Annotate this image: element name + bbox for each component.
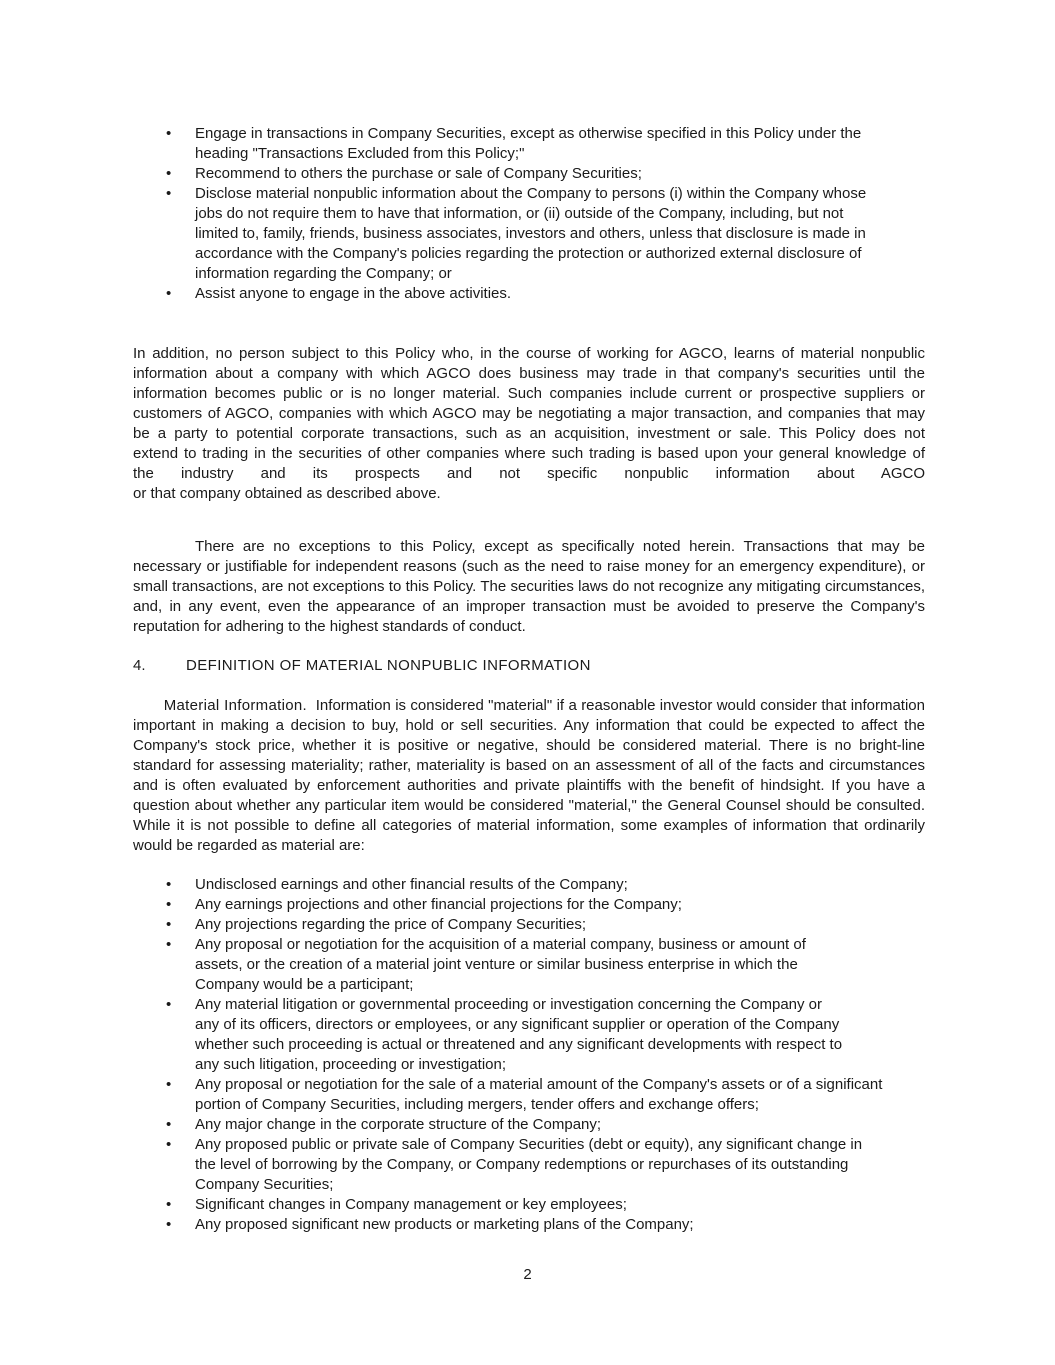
bullet-icon: •: [166, 1076, 172, 1093]
list-item-line: Any proposal or negotiation for the sale of a material amount of the Company's assets or of a significant: [195, 1076, 883, 1093]
bullet-icon: •: [166, 185, 172, 202]
bullet-icon: •: [166, 996, 172, 1013]
list-item: [133, 124, 925, 164]
list-item: [133, 895, 925, 915]
list-item: [133, 1195, 925, 1215]
list-item-line: Company Securities;: [195, 1176, 334, 1193]
list-item-line: whether such proceeding is actual or threatened and any significant developments with respect to: [195, 1036, 843, 1053]
list-item: [133, 915, 925, 935]
list-item-line: Engage in transactions in Company Securities, except as otherwise specified in this Policy under the: [195, 125, 862, 142]
list-item: [133, 995, 925, 1075]
runin-heading: Material Information.: [163, 697, 307, 714]
paragraph-line: the industry and its prospects and not specific nonpublic information about AGCO: [133, 465, 925, 482]
list-item-line: accordance with the Company's policies regarding the protection or authorized external disclosure of: [195, 245, 862, 262]
list-item: [133, 875, 925, 895]
list-item-line: Any proposed significant new products or marketing plans of the Company;: [195, 1216, 694, 1233]
list-item: [133, 935, 925, 995]
list-item-line: Any major change in the corporate structure of the Company;: [195, 1116, 602, 1133]
list-item-line: Significant changes in Company management or key employees;: [195, 1196, 627, 1213]
list-item-line: Any proposal or negotiation for the acquisition of a material company, business or amount of: [195, 936, 806, 953]
list-item-line: any of its officers, directors or employees, or any significant supplier or operation of the Company: [195, 1016, 840, 1033]
paragraph-other-companies: [133, 344, 925, 504]
bullet-icon: •: [166, 896, 172, 913]
section-heading: [133, 656, 925, 676]
list-item-line: Any material litigation or governmental proceeding or investigation concerning the Company or: [195, 996, 823, 1013]
bullet-icon: •: [166, 125, 172, 142]
section-number: 4.: [133, 657, 146, 674]
list-item: [133, 164, 925, 184]
list-item-line: Any projections regarding the price of Company Securities;: [195, 916, 587, 933]
bullet-icon: •: [166, 916, 172, 933]
list-item-line: Disclose material nonpublic information about the Company to persons (i) within the Company whose: [195, 185, 867, 202]
list-item: [133, 1135, 925, 1195]
list-item-line: portion of Company Securities, including mergers, tender offers and exchange offers;: [195, 1096, 759, 1113]
paragraph-text: Information is considered "material" if a reasonable investor would consider that information important in making a decision to buy, hold or sell securities. Any information that could be expected to affect the Company's stock price, whether it is positive or negative, should be considered material. There is no bright-line standard for assessing materiality; rather, materiality is based on an assessment of all of the facts and circumstances and is often evaluated by enforcement authorities and private plaintiffs with the benefit of hindsight. If you have a question about whether any particular item would be considered "material," the General Counsel should be consulted. While it is not possible to define all categories of material information, some examples of information that ordinarily would be regarded as material are:: [133, 697, 925, 854]
list-item: [133, 1115, 925, 1135]
bullet-icon: •: [166, 876, 172, 893]
paragraph-no-exceptions: There are no exceptions to this Policy, except as specifically noted herein. Transactions that may be necessary or justifiable for independent reasons (such as the need to raise money for an emergency expenditure), or small transactions, are not exceptions to this Policy. The securities laws do not recognize any mitigating circumstances, and, in any event, even the appearance of an improper transaction must be avoided to preserve the Company's reputation for adhering to the highest standards of conduct.: [133, 538, 925, 635]
list-item-line: heading "Transactions Excluded from this Policy;": [195, 145, 525, 162]
list-item: [133, 184, 925, 284]
list-item-line: Any earnings projections and other financial projections for the Company;: [195, 896, 682, 913]
bullet-icon: •: [166, 936, 172, 953]
paragraph-line: In addition, no person subject to this Policy who, in the course of working for AGCO, learns of material nonpublic: [133, 345, 925, 362]
paragraph-line: extend to trading in the securities of other companies where such trading is based upon your general knowledge of: [133, 445, 925, 462]
prohibited-activities-list: [133, 124, 925, 304]
list-item-line: the level of borrowing by the Company, or Company redemptions or repurchases of its outstanding: [195, 1156, 849, 1173]
bullet-icon: •: [166, 165, 172, 182]
paragraph-line: be a party to potential corporate transactions, such as an acquisition, investment or sale. This Policy does not: [133, 425, 925, 442]
bullet-icon: •: [166, 1136, 172, 1153]
list-item-line: assets, or the creation of a material joint venture or similar business enterprise in which the: [195, 956, 798, 973]
list-item-line: Company would be a participant;: [195, 976, 414, 993]
list-item-line: Assist anyone to engage in the above activities.: [195, 285, 512, 302]
bullet-icon: •: [166, 1196, 172, 1213]
list-item: [133, 1215, 925, 1235]
paragraph-line: information about a company with which AGCO does business may trade in that company's securities until the: [133, 365, 925, 382]
bullet-icon: •: [166, 285, 172, 302]
list-item-line: limited to, family, friends, business associates, investors and others, unless that disclosure is made in: [195, 225, 866, 242]
list-item-line: Undisclosed earnings and other financial results of the Company;: [195, 876, 628, 893]
material-examples-list: [133, 875, 925, 1235]
paragraph-material-information: [133, 696, 925, 856]
list-item: [133, 1075, 925, 1115]
list-item-line: any such litigation, proceeding or investigation;: [195, 1056, 507, 1073]
paragraph-line: customers of AGCO, companies with which AGCO may be negotiating a major transaction, and companies that may: [133, 405, 925, 422]
paragraph-line: information becomes public or is no longer material. Such companies include current or prospective suppliers or: [133, 385, 925, 402]
list-item-line: jobs do not require them to have that information, or (ii) outside of the Company, including, but not: [195, 205, 844, 222]
list-item: [133, 284, 925, 304]
page-number: 2: [523, 1266, 532, 1283]
list-item-line: information regarding the Company; or: [195, 265, 452, 282]
list-item-line: Recommend to others the purchase or sale of Company Securities;: [195, 165, 642, 182]
list-item-line: Any proposed public or private sale of Company Securities (debt or equity), any significant change in: [195, 1136, 863, 1153]
section-title: DEFINITION OF MATERIAL NONPUBLIC INFORMATION: [186, 657, 591, 674]
bullet-icon: •: [166, 1216, 172, 1233]
bullet-icon: •: [166, 1116, 172, 1133]
paragraph-line: or that company obtained as described above.: [133, 485, 441, 502]
